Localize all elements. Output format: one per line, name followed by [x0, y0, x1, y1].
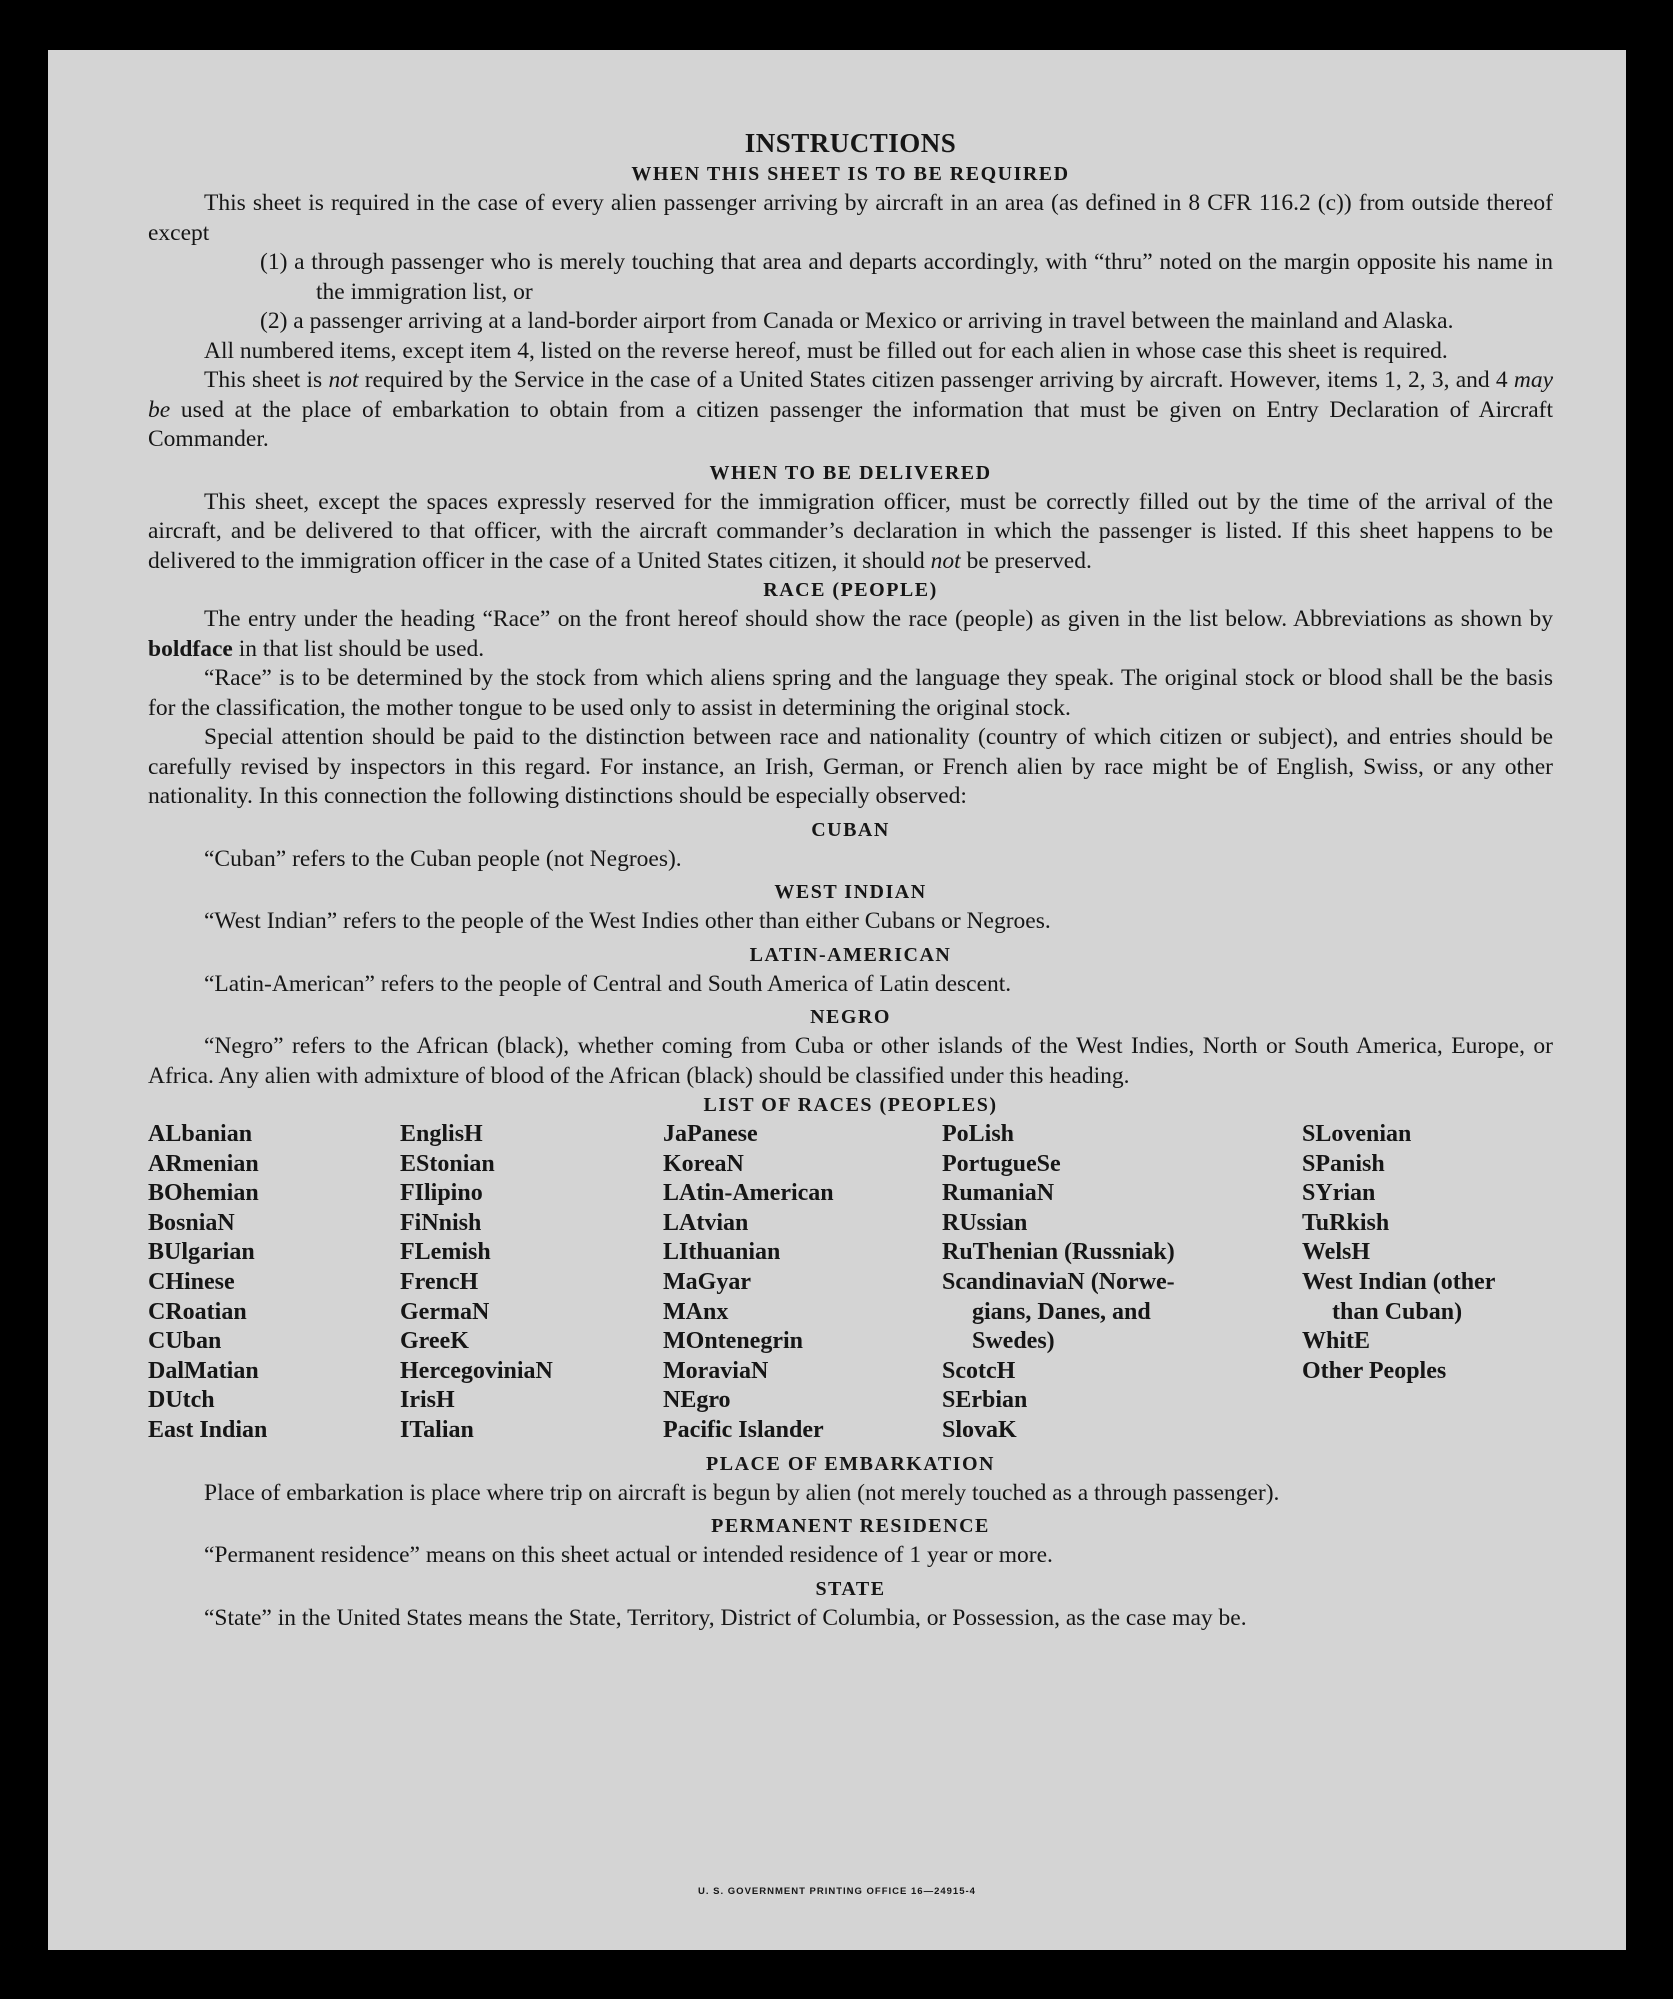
race-item: than Cuban) [1332, 1298, 1463, 1325]
race-item: JaPanese [663, 1121, 758, 1147]
race-item: East Indian [148, 1416, 268, 1443]
race-item: EnglisH [400, 1121, 483, 1147]
race-item: BOhemian [148, 1180, 259, 1207]
heading-negro: NEGRO [810, 1006, 891, 1028]
race-item: FrencH [400, 1268, 479, 1295]
document-sheet [48, 50, 1626, 1950]
race-item: MoraviaN [663, 1357, 769, 1384]
paragraph-required-intro: This sheet is required in the case of every alien passenger arriving by aircraft in an area (as defined in 8 CFR 116.2 (c)) from outside thereof except [148, 190, 1553, 246]
race-item: Swedes) [972, 1328, 1055, 1355]
race-item: ITalian [400, 1416, 474, 1443]
race-item: LAtvian [663, 1209, 749, 1236]
document-body [148, 122, 1553, 1633]
page-title: INSTRUCTIONS [744, 128, 957, 158]
race-item: RUssian [942, 1209, 1028, 1236]
race-item: RuThenian (Russniak) [942, 1239, 1175, 1266]
exception-item-2: (2) a passenger arriving at a land-border airport from Canada or Mexico or arriving in travel between the mainland and Alaska. [260, 308, 1454, 334]
race-item: DalMatian [148, 1357, 259, 1384]
heading-state: STATE [815, 1577, 886, 1600]
race-item: CRoatian [148, 1298, 247, 1325]
paragraph-delivered: This sheet, except the spaces expressly reserved for the immigration officer, must be correctly filled out by the time of the arrival of the aircraft, and be delivered to that officer, with the aircraft commander’s declaration in which the passenger is listed. If this sheet happens to be delivered to the immigration officer in the case of a United States citizen, it should not be preserved. [148, 488, 1553, 574]
race-item: IrisH [400, 1387, 455, 1414]
paragraph-race-1: The entry under the heading “Race” on the front hereof should show the race (people) as given in the list below. Abbreviations as shown by boldface in that list should be used. [148, 606, 1553, 662]
heading-cuban: CUBAN [811, 818, 890, 841]
race-item: LAtin-American [663, 1180, 834, 1207]
race-item: West Indian (other [1302, 1268, 1496, 1295]
paragraph-cuban: “Cuban” refers to the Cuban people (not Negroes). [204, 845, 682, 872]
race-item: TuRkish [1302, 1209, 1390, 1236]
race-column-5 [1302, 1120, 1552, 1446]
race-item: MAnx [663, 1298, 729, 1325]
paragraph-residence: “Permanent residence” means on this sheet actual or intended residence of 1 year or more. [204, 1542, 1053, 1569]
race-column-1 [148, 1120, 400, 1446]
paragraph-numbered-items: All numbered items, except item 4, listed on the reverse hereof, must be filled out for each alien in whose case this sheet is required. [204, 337, 1448, 364]
race-item: HercegoviniaN [400, 1357, 553, 1384]
paragraph-latin-american: “Latin-American” refers to the people of Central and South America of Latin descent. [204, 970, 1012, 997]
heading-permanent-residence: PERMANENT RESIDENCE [711, 1515, 990, 1538]
race-item: MaGyar [663, 1268, 751, 1295]
race-item: SPanish [1302, 1150, 1385, 1177]
race-item: SlovaK [942, 1416, 1017, 1443]
race-item: CUban [148, 1328, 222, 1355]
race-item: PoLish [942, 1121, 1015, 1147]
race-item: Other Peoples [1302, 1357, 1447, 1384]
heading-list-of-races: LIST OF RACES (PEOPLES) [703, 1094, 998, 1116]
race-column-3 [663, 1120, 942, 1446]
race-item: FLemish [400, 1239, 491, 1266]
race-item: ScotcH [942, 1357, 1016, 1384]
paragraph-race-2: “Race” is to be determined by the stock from which aliens spring and the language they speak. The original stock or blood shall be the basis for the classification, the mother tongue to be used only to assist in determining the original stock. [148, 665, 1553, 721]
race-list [148, 1120, 1553, 1446]
heading-place-of-embarkation: PLACE OF EMBARKATION [706, 1452, 995, 1475]
race-item: WhitE [1302, 1328, 1371, 1355]
race-item: CHinese [148, 1268, 235, 1295]
race-item: Pacific Islander [663, 1416, 824, 1443]
race-item: KoreaN [663, 1150, 744, 1177]
race-item: MOntenegrin [663, 1328, 803, 1355]
race-item: GermaN [400, 1298, 490, 1325]
exception-item-1: (1) a through passenger who is merely touching that area and departs accordingly, with “thru” noted on the margin opposite his name in the immigration list, or [260, 249, 1553, 305]
paragraph-embarkation: Place of embarkation is place where trip on aircraft is begun by alien (not merely touched as a through passenger). [204, 1479, 1280, 1506]
race-item: BosniaN [148, 1209, 235, 1236]
race-item: FiNnish [400, 1209, 482, 1236]
paragraph-state: “State” in the United States means the State, Territory, District of Columbia, or Possession, as the case may be. [204, 1604, 1247, 1631]
race-item: ScandinaviaN (Norwe- [942, 1268, 1175, 1295]
heading-when-delivered: WHEN TO BE DELIVERED [709, 461, 992, 484]
heading-latin-american: LATIN-AMERICAN [749, 943, 952, 966]
race-item: EStonian [400, 1150, 495, 1177]
paragraph-west-indian: “West Indian” refers to the people of the West Indies other than either Cubans or Negroes. [204, 908, 1051, 934]
paragraph-citizen: This sheet is not required by the Service in the case of a United States citizen passenger arriving by aircraft. However, items 1, 2, 3, and 4 may be used at the place of embarkation to obtain from a citizen passenger the information that must be given on Entry Declaration of Aircraft Commander. [148, 367, 1553, 452]
race-item: SYrian [1302, 1180, 1376, 1207]
heading-race: RACE (PEOPLE) [763, 579, 938, 601]
race-item: SLovenian [1302, 1121, 1412, 1147]
race-item: WelsH [1302, 1239, 1371, 1266]
race-item: GreeK [400, 1328, 469, 1355]
printer-imprint: U. S. GOVERNMENT PRINTING OFFICE 16—24915-4 [698, 1886, 976, 1897]
race-item: BUlgarian [148, 1239, 255, 1266]
race-item: ALbanian [148, 1121, 253, 1147]
race-column-4 [942, 1120, 1242, 1446]
heading-when-required: WHEN THIS SHEET IS TO BE REQUIRED [631, 163, 1070, 185]
race-item: DUtch [148, 1387, 215, 1414]
race-item: FIlipino [400, 1180, 483, 1207]
paragraph-negro: “Negro” refers to the African (black), whether coming from Cuba or other islands of the West Indies, North or South America, Europe, or Africa. Any alien with admixture of blood of the African (black) should be classified under this heading. [148, 1033, 1553, 1089]
race-item: LIthuanian [663, 1239, 781, 1266]
race-item: RumaniaN [942, 1180, 1055, 1207]
race-item: gians, Danes, and [972, 1298, 1151, 1325]
race-column-2 [400, 1120, 663, 1446]
race-item: SErbian [942, 1387, 1028, 1414]
paragraph-race-3: Special attention should be paid to the distinction between race and nationality (country of which citizen or subject), and entries should be carefully revised by inspectors in this regard. For instance, an Irish, German, or French alien by race might be of English, Swiss, or any other nationality. In this connection the following distinctions should be especially observed: [148, 724, 1553, 809]
race-item: ARmenian [148, 1150, 259, 1177]
heading-west-indian: WEST INDIAN [774, 881, 927, 903]
race-item: NEgro [663, 1387, 731, 1414]
race-item: PortugueSe [942, 1150, 1061, 1177]
